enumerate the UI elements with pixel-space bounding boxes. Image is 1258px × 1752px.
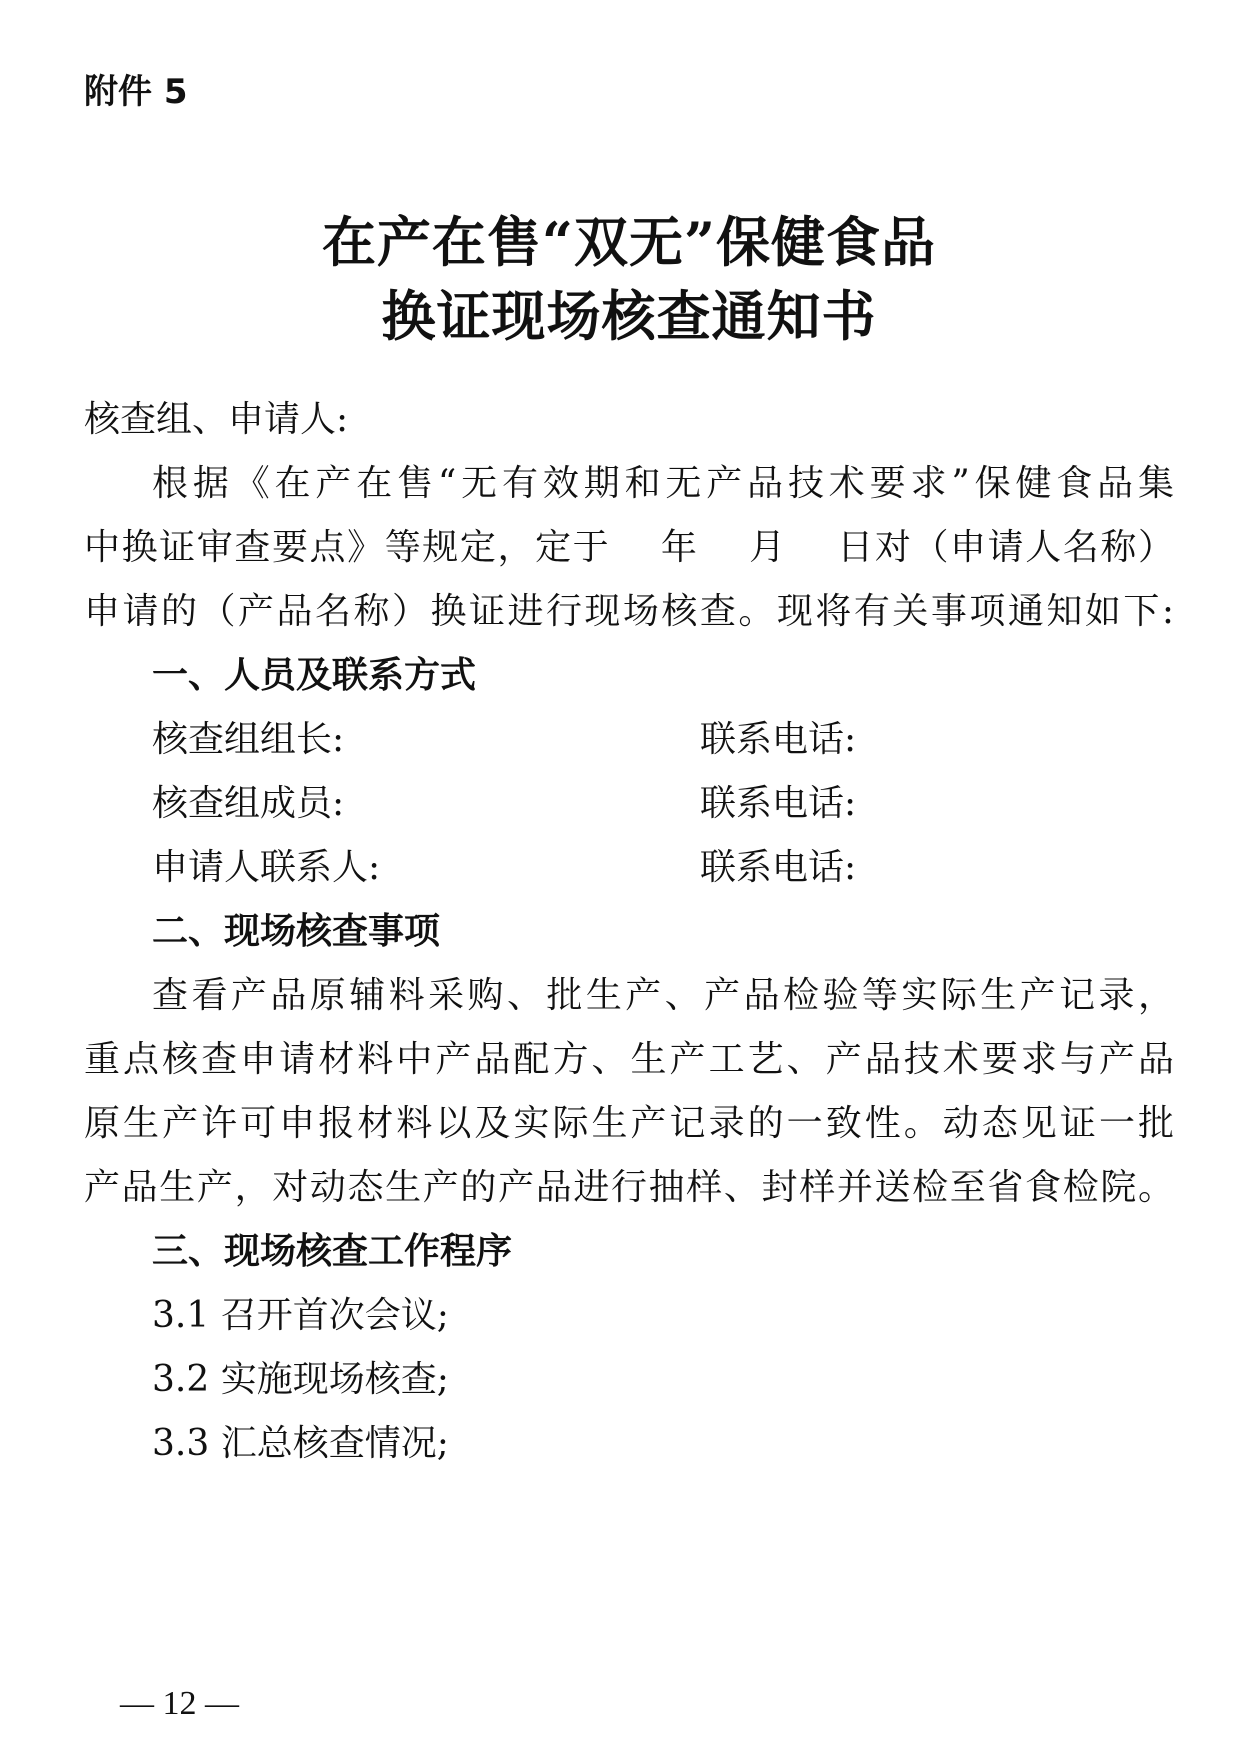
contact-label-leader: 核查组组长: <box>152 719 345 760</box>
section-2-line-3: 原生产许可申报材料以及实际生产记录的一致性。动态见证一批 <box>84 1103 1174 1144</box>
section-1-heading: 一、人员及联系方式 <box>152 655 477 696</box>
intro-line-3: 申请的（产品名称）换证进行现场核查。现将有关事项通知如下: <box>84 591 1174 632</box>
contact-label-members: 核查组成员: <box>152 783 345 824</box>
procedure-step-1: 3.1 召开首次会议; <box>152 1295 449 1336</box>
salutation: 核查组、申请人: <box>84 399 349 440</box>
intro-line-2: 中换证审查要点》等规定，定于 年 月 日对（申请人名称） <box>84 527 1174 568</box>
section-3-heading: 三、现场核查工作程序 <box>152 1231 513 1272</box>
document-title-line-1: 在产在售“双无”保健食品 <box>321 210 937 274</box>
procedure-step-3: 3.3 汇总核查情况; <box>152 1423 449 1464</box>
section-2-line-2: 重点核查申请材料中产品配方、生产工艺、产品技术要求与产品 <box>84 1039 1174 1080</box>
procedure-step-2: 3.2 实施现场核查; <box>152 1359 449 1400</box>
section-2-heading: 二、现场核查事项 <box>152 911 441 952</box>
contact-phone-applicant: 联系电话: <box>700 847 857 888</box>
contact-label-applicant: 申请人联系人: <box>152 847 381 888</box>
contact-phone-members: 联系电话: <box>700 783 857 824</box>
section-2-line-1: 查看产品原辅料采购、批生产、产品检验等实际生产记录， <box>152 975 1174 1016</box>
section-2-line-4: 产品生产，对动态生产的产品进行抽样、封样并送检至省食检院。 <box>84 1167 1174 1208</box>
intro-line-1: 根据《在产在售“无有效期和无产品技术要求”保健食品集 <box>152 463 1174 504</box>
attachment-label: 附件 5 <box>84 72 188 112</box>
document-title-line-2: 换证现场核查通知书 <box>381 284 877 348</box>
contact-phone-leader: 联系电话: <box>700 719 857 760</box>
page-number: — 12 — <box>120 1685 239 1722</box>
